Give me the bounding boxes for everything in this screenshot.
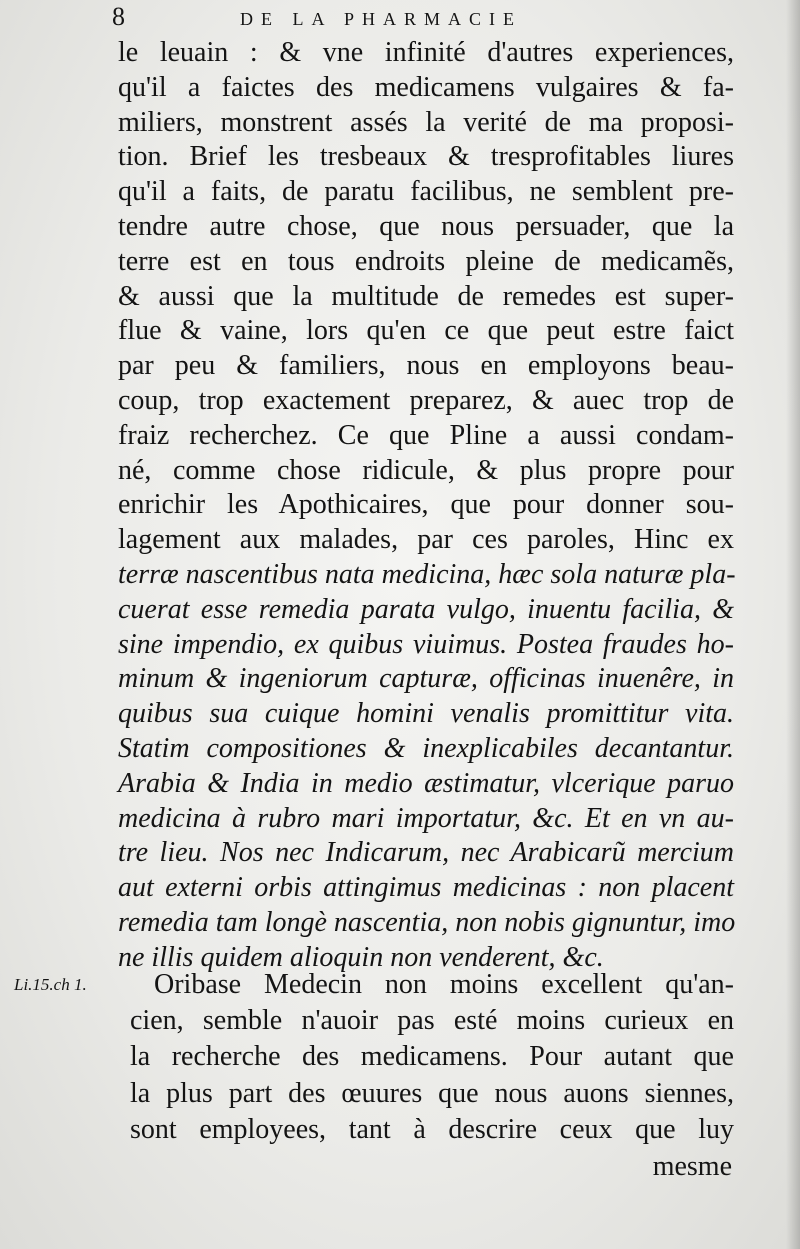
latin-quote-line: tre lieu. Nos nec Indicarum, nec Arabicarũ mercium — [118, 837, 734, 869]
text-line: Oribase Medecin non moins excellent qu'an- — [154, 969, 734, 1000]
text-line: cien, semble n'auoir pas esté moins curieux en — [130, 1005, 734, 1037]
page-header — [112, 2, 732, 36]
latin-quote-line: cuerat esse remedia parata vulgo, inuentu facilia, & — [118, 593, 734, 625]
latin-quote-line: quibus sua cuique homini venalis promittitur vita. — [118, 698, 734, 730]
latin-quote-line: Statim compositiones & inexplicabiles decantantur. — [118, 732, 734, 764]
latin-quote-line: minum & ingeniorum capturæ, officinas inuenêre, in — [118, 663, 734, 695]
text-line: par peu & familiers, nous en employons beau- — [118, 350, 734, 382]
text-line: né, comme chose ridicule, & plus propre pour — [118, 454, 734, 486]
text-line: enrichir les Apothicaires, que pour donner sou- — [118, 489, 734, 521]
paragraph-oribase — [130, 967, 734, 1148]
page-number: 8 — [112, 2, 125, 31]
text-line: la plus part des œuures que nous auons siennes, — [130, 1077, 734, 1109]
text-line: fraiz recherchez. Ce que Pline a aussi condam- — [118, 419, 734, 451]
latin-quote-line: aut externi orbis attingimus medicinas : non placent — [118, 872, 734, 904]
latin-quote-line: remedia tam longè nascentia, non nobis gignuntur, imo — [118, 906, 736, 938]
running-title: DE LA PHARMACIE — [240, 9, 523, 29]
main-text-block — [118, 36, 734, 976]
text-line: & aussi que la multitude de remedes est super- — [118, 280, 734, 312]
catchword: mesme — [652, 1151, 732, 1182]
text-line: tendre autre chose, que nous persuader, que la — [118, 210, 734, 242]
text-line: terre est en tous endroits pleine de medicamẽs, — [118, 245, 734, 277]
latin-quote-line: ne illis quidem alioquin non venderent, &c. — [118, 941, 604, 973]
text-line: qu'il a faictes des medicamens vulgaires & fa- — [118, 71, 734, 103]
page-gutter-shadow — [786, 0, 800, 1249]
latin-quote-line: Arabia & India in medio æstimatur, vlcerique paruo — [118, 767, 734, 799]
text-line: coup, trop exactement preparez, & auec trop de — [118, 384, 734, 416]
text-line: sont employees, tant à descrire ceux que luy — [130, 1113, 734, 1145]
text-line: miliers, monstrent assés la verité de ma proposi- — [118, 106, 734, 138]
text-line: lagement aux malades, par ces paroles, Hinc ex — [118, 524, 734, 556]
text-line: le leuain : & vne infinité d'autres experiences, — [118, 37, 734, 68]
text-line: qu'il a faits, de paratu facilibus, ne semblent pre- — [118, 176, 734, 208]
text-line: la recherche des medicamens. Pour autant que — [130, 1041, 734, 1073]
latin-quote-line: medicina à rubro mari importatur, &c. Et en vn au- — [118, 802, 734, 834]
text-line: flue & vaine, lors qu'en ce que peut estre faict — [118, 315, 734, 347]
margin-note: Li.15.ch 1. — [14, 975, 87, 994]
text-line: tion. Brief les tresbeaux & tresprofitables liures — [118, 141, 734, 173]
latin-quote-line: sine impendio, ex quibus viuimus. Postea fraudes ho- — [118, 628, 734, 660]
latin-quote-line: terræ nascentibus nata medicina, hæc sola naturæ pla- — [118, 558, 736, 590]
